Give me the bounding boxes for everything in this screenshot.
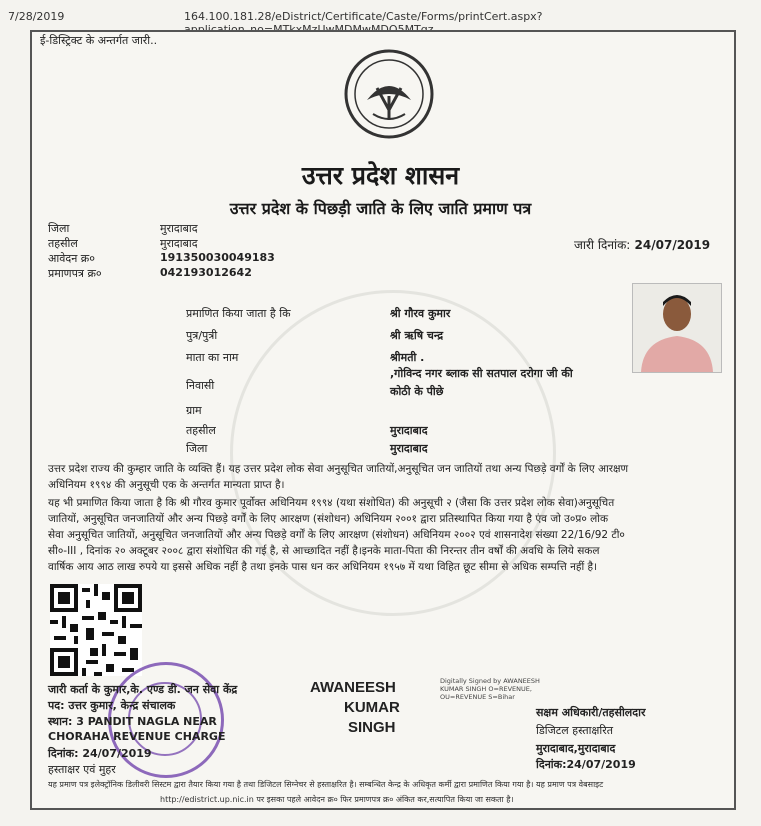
browser-date: 7/28/2019 [8,10,65,23]
qr-code [50,584,142,676]
mother-value: श्रीमती . [390,351,425,364]
authority-line2: डिजिटल हस्ताक्षरित [536,724,613,737]
tehsil-label: तहसील [48,237,78,250]
district-label: जिला [48,222,70,235]
p2-line1: यह भी प्रमाणित किया जाता है कि श्री गौरव कुमार पूर्वोक्त अधिनियम १९९४ (यथा संशोधित) की अनुसूची २ (जैसा कि उत्तर प्रदेश लोक सेवा)अनुसूचित [48,497,615,509]
application-value: 191350030049183 [160,251,275,264]
issue-date [574,236,710,253]
mother-label: माता का नाम [186,351,239,364]
digital-signer-name [310,678,445,738]
issuer-line6: हस्ताक्षर एवं मुहर [48,763,116,776]
footer-line2: http://edistrict.up.nic.in पर इसका पहले आवेदन क्र० फिर प्रमाणपत्र क्र० अंकित कर,सत्यापित किया जा सकता है। [160,795,514,804]
p2-line4: सी०-III , दिनांक २० अक्टूबर २००८ द्वारा संशोधित की गई है, से आच्छादित नहीं है।इनके माता-पिता की निरन्तर तीन वर्षों की अवधि के लिये सकल [48,545,600,557]
certificate-title: उत्तर प्रदेश शासन [301,161,460,190]
p1-line1: उत्तर प्रदेश राज्य की कुम्हार जाति के व्यक्ति हैं। यह उत्तर प्रदेश लोक सेवा अनुसूचित जातियों,अनुसूचित जन जातियों तथा अन्य पिछड़े वर्गों के लिए आरक्षण [48,463,629,475]
issue-date-value: 24/07/2019 [634,238,711,252]
up-emblem-icon [343,48,435,140]
certificate-subtitle: उत्तर प्रदेश के पिछड़ी जाति के लिए जाति प्रमाण पत्र [229,199,532,218]
issuer-line4: CHORAHA REVENUE CHARGE [48,730,226,743]
issuer-line3: स्थान: 3 PANDIT NAGLA NEAR [48,715,217,728]
signer-name-line3: SINGH [348,719,396,736]
district-field-label: जिला [186,442,208,455]
resident-value-2: कोठी के पीछे [390,385,444,398]
creamy-layer-paragraph [48,495,728,575]
certify-label: प्रमाणित किया जाता है कि [186,307,291,320]
issuer-line5: दिनांक: 24/07/2019 [48,747,152,760]
p2-line3: सेवा अनुसूचित जातियों, अनुसूचित जनजातियों और अन्य पिछड़े वर्गों के लिए आरक्षण (संशोधन) अधिनियम २००२ एवं शासनादेश संख्या 22/16/92 टी० [48,529,625,541]
tehsil-value: मुरादाबाद [160,237,198,250]
applicant-photo [632,283,722,373]
authority-line4: दिनांक:24/07/2019 [536,758,636,771]
son-label: पुत्र/पुत्री [186,329,218,342]
p2-line2: जातियों, अनुसूचित जनजातियों और अन्य पिछड़े वर्गों के लिए आरक्षण (संशोधन) अधिनियम २००१ द्वारा प्रतिस्थापित किया गया है एंव जो उ०प्र० लोक [48,513,609,525]
authority-line3: मुरादाबाद,मुरादाबाद [536,742,616,755]
certificate-no-label: प्रमाणपत्र क्र० [48,267,102,280]
resident-value-1: ,गोविन्द नगर ब्लाक सी सतपाल दरोगा जी की [390,367,573,380]
authority-line1: सक्षम अधिकारी/तहसीलदार [536,706,646,719]
footer-line1: यह प्रमाण पत्र इलेक्ट्रॉनिक डिलीवरी सिस्टम द्वारा तैयार किया गया है तथा डिजिटल सिग्नेचर से हस्ताक्षरित है। सम्बन्धित केन्द्र के अधिकृत कर्मी द्वारा प्रमाणित किया गया है। यह प्रमाण पत्र वेबसाइट [48,780,604,789]
certify-value: श्री गौरव कुमार [390,307,451,320]
digital-signature-details: Digitally Signed by AWANEESH KUMAR SINGH O=REVENUE, OU=REVENUE S=Bihar [440,677,540,701]
resident-label: निवासी [186,379,215,392]
p1-line2: अधिनियम १९९४ की अनुसूची एक के अन्तर्गत मान्यता प्राप्त है। [48,479,285,491]
browser-url: 164.100.181.28/eDistrict/Certificate/Caste/Forms/printCert.aspx? [184,10,543,23]
village-label: ग्राम [186,404,202,417]
caste-paragraph [48,461,728,493]
issue-date-label: जारी दिनांक: [574,238,631,252]
application-label: आवेदन क्र० [48,252,95,265]
signer-name-line1: AWANEESH [310,679,396,696]
p2-line5: वार्षिक आय आठ लाख रुपये या इससे अधिक नहीं है तथा इनके पास धन कर अधिनियम १९५७ में यथा विहित छूट सीमा से अधिक सम्पत्ति नहीं है। [48,561,598,573]
certificate-no-value: 042193012642 [160,266,252,279]
header-note: ई-डिस्ट्रिक्ट के अन्तर्गत जारी.. [40,34,158,47]
issuer-line2: पद: उत्तर कुमार, केन्द्र संचालक [48,699,176,712]
tehsil-field-label: तहसील [186,424,216,437]
district-field-value: मुरादाबाद [390,442,428,455]
signer-name-line2: KUMAR [344,699,400,716]
tehsil-field-value: मुरादाबाद [390,424,428,437]
district-value: मुरादाबाद [160,222,198,235]
issuer-line1: जारी कर्ता के कुमार,के. एण्ड डी. जन सेवा केंद्र [48,683,238,696]
son-value: श्री ऋषि चन्द्र [390,329,444,342]
